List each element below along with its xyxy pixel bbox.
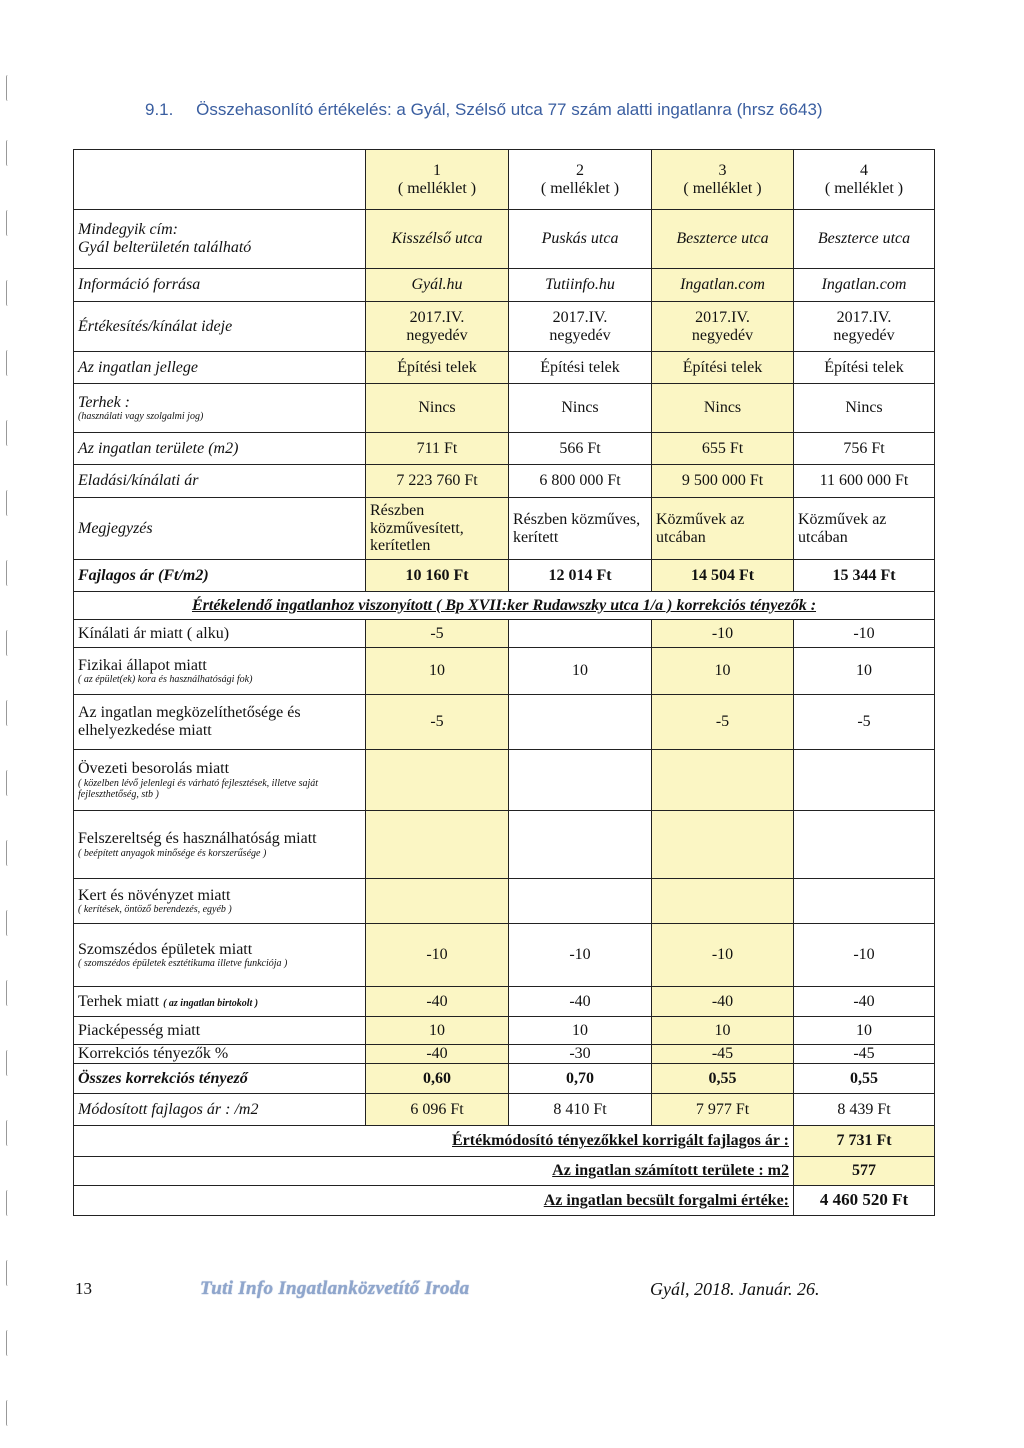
modified-4: 8 439 Ft xyxy=(794,1094,935,1126)
date-1: 2017.IV. negyedév xyxy=(366,302,509,352)
label-price: Eladási/kínálati ár xyxy=(74,465,366,498)
corr-4-1 xyxy=(366,811,509,879)
corr-2-1: -5 xyxy=(366,695,509,750)
title-text: Összehasonlító értékelés: a Gyál, Szélső utca 77 szám alatti ingatlanra (hrsz 6643) xyxy=(196,100,823,119)
total-3: 0,55 xyxy=(652,1064,794,1094)
corr-5-4 xyxy=(794,879,935,924)
type-2: Építési telek xyxy=(509,352,652,384)
price-3: 9 500 000 Ft xyxy=(652,465,794,498)
header-row xyxy=(74,150,935,210)
corr-1-2: 10 xyxy=(509,648,652,695)
corr-7-1: -40 xyxy=(366,987,509,1017)
notes-1: Részben közművesített, kerítetlen xyxy=(366,498,509,560)
corr-label-7: Terhek miatt ( az ingatlan birtokolt ) xyxy=(74,987,366,1017)
row-total xyxy=(74,1064,935,1094)
corr-8-2: 10 xyxy=(509,1017,652,1045)
pct-1: -40 xyxy=(366,1045,509,1064)
type-1: Építési telek xyxy=(366,352,509,384)
corr-2-4: -5 xyxy=(794,695,935,750)
section-heading: Értékelendő ingatlanhoz viszonyított ( Bp XVII:ker Rudawszky utca 1/a ) korrekciós tényezők : xyxy=(74,592,935,620)
date-4: 2017.IV. negyedév xyxy=(794,302,935,352)
corr-4-4 xyxy=(794,811,935,879)
area-2: 566 Ft xyxy=(509,433,652,465)
company-logo-text: Tuti Info Ingatlanközvetítő Iroda xyxy=(200,1278,470,1299)
summary-label-1: Az ingatlan számított területe : m2 xyxy=(74,1157,794,1186)
row-price xyxy=(74,465,935,498)
burden-1: Nincs xyxy=(366,384,509,433)
corr-3-4 xyxy=(794,750,935,811)
row-notes xyxy=(74,498,935,560)
area-1: 711 Ft xyxy=(366,433,509,465)
corr-4-2 xyxy=(509,811,652,879)
corr-3-2 xyxy=(509,750,652,811)
corr-label-5: Kert és növényzet miatt ( kerítések, öntöző berendezés, egyéb ) xyxy=(74,879,366,924)
title-number: 9.1. xyxy=(145,100,174,119)
corr-0-1: -5 xyxy=(366,620,509,648)
corr-row-6 xyxy=(74,924,935,987)
label-burden: Terhek : (használati vagy szolgalmi jog) xyxy=(74,384,366,433)
corr-label-8: Piacképesség miatt xyxy=(74,1017,366,1045)
row-modified xyxy=(74,1094,935,1126)
corr-6-1: -10 xyxy=(366,924,509,987)
source-3: Ingatlan.com xyxy=(652,269,794,302)
label-unit-price: Fajlagos ár (Ft/m2) xyxy=(74,560,366,592)
total-2: 0,70 xyxy=(509,1064,652,1094)
row-street xyxy=(74,210,935,269)
corr-0-2 xyxy=(509,620,652,648)
corr-6-3: -10 xyxy=(652,924,794,987)
date-3: 2017.IV. negyedév xyxy=(652,302,794,352)
corr-1-1: 10 xyxy=(366,648,509,695)
comparison-table xyxy=(73,149,935,1216)
price-1: 7 223 760 Ft xyxy=(366,465,509,498)
corr-8-3: 10 xyxy=(652,1017,794,1045)
label-notes: Megjegyzés xyxy=(74,498,366,560)
corr-7-2: -40 xyxy=(509,987,652,1017)
corr-row-0 xyxy=(74,620,935,648)
notes-3: Közművek az utcában xyxy=(652,498,794,560)
corr-label-2: Az ingatlan megközelíthetősége és elhelyezkedése miatt xyxy=(74,695,366,750)
corr-row-3 xyxy=(74,750,935,811)
source-2: Tutiinfo.hu xyxy=(509,269,652,302)
page-title xyxy=(145,100,823,120)
corr-row-5 xyxy=(74,879,935,924)
street-2: Puskás utca xyxy=(509,210,652,269)
unit-price-1: 10 160 Ft xyxy=(366,560,509,592)
pct-3: -45 xyxy=(652,1045,794,1064)
summary-value-2: 4 460 520 Ft xyxy=(794,1186,935,1216)
corr-1-4: 10 xyxy=(794,648,935,695)
summary-value-0: 7 731 Ft xyxy=(794,1126,935,1157)
corr-8-1: 10 xyxy=(366,1017,509,1045)
street-1: Kisszélső utca xyxy=(366,210,509,269)
row-burden xyxy=(74,384,935,433)
modified-2: 8 410 Ft xyxy=(509,1094,652,1126)
street-3: Beszterce utca xyxy=(652,210,794,269)
corr-row-4 xyxy=(74,811,935,879)
row-area xyxy=(74,433,935,465)
corr-5-3 xyxy=(652,879,794,924)
corr-3-1 xyxy=(366,750,509,811)
burden-4: Nincs xyxy=(794,384,935,433)
binder-holes xyxy=(0,0,22,1448)
row-date xyxy=(74,302,935,352)
summary-label-2: Az ingatlan becsült forgalmi értéke: xyxy=(74,1186,794,1216)
corr-row-8 xyxy=(74,1017,935,1045)
page-number: 13 xyxy=(75,1279,92,1298)
total-1: 0,60 xyxy=(366,1064,509,1094)
corr-6-2: -10 xyxy=(509,924,652,987)
source-1: Gyál.hu xyxy=(366,269,509,302)
corr-row-2 xyxy=(74,695,935,750)
area-4: 756 Ft xyxy=(794,433,935,465)
label-source: Információ forrása xyxy=(74,269,366,302)
type-4: Építési telek xyxy=(794,352,935,384)
type-3: Építési telek xyxy=(652,352,794,384)
burden-2: Nincs xyxy=(509,384,652,433)
corr-4-3 xyxy=(652,811,794,879)
corr-2-2 xyxy=(509,695,652,750)
modified-label: Módosított fajlagos ár : /m2 xyxy=(74,1094,366,1126)
corr-label-3: Övezeti besorolás miatt ( közelben lévő jelenlegi és várható fejlesztések, illetve saját fejleszthetőség, stb ) xyxy=(74,750,366,811)
corr-row-7 xyxy=(74,987,935,1017)
row-pct xyxy=(74,1045,935,1064)
corr-0-3: -10 xyxy=(652,620,794,648)
summary-value-1: 577 xyxy=(794,1157,935,1186)
price-4: 11 600 000 Ft xyxy=(794,465,935,498)
corr-6-4: -10 xyxy=(794,924,935,987)
modified-1: 6 096 Ft xyxy=(366,1094,509,1126)
label-type: Az ingatlan jellege xyxy=(74,352,366,384)
corr-0-4: -10 xyxy=(794,620,935,648)
row-type xyxy=(74,352,935,384)
col-header-1: 1 ( melléklet ) xyxy=(366,150,509,210)
unit-price-3: 14 504 Ft xyxy=(652,560,794,592)
label-area: Az ingatlan területe (m2) xyxy=(74,433,366,465)
burden-3: Nincs xyxy=(652,384,794,433)
corr-2-3: -5 xyxy=(652,695,794,750)
price-2: 6 800 000 Ft xyxy=(509,465,652,498)
label-street: Mindegyik cím: Gyál belterületén található xyxy=(74,210,366,269)
street-4: Beszterce utca xyxy=(794,210,935,269)
pct-4: -45 xyxy=(794,1045,935,1064)
corr-5-2 xyxy=(509,879,652,924)
summary-row-0 xyxy=(74,1126,935,1157)
source-4: Ingatlan.com xyxy=(794,269,935,302)
row-unit-price xyxy=(74,560,935,592)
corr-5-1 xyxy=(366,879,509,924)
corr-3-3 xyxy=(652,750,794,811)
corr-8-4: 10 xyxy=(794,1017,935,1045)
col-header-4: 4 ( melléklet ) xyxy=(794,150,935,210)
pct-2: -30 xyxy=(509,1045,652,1064)
col-header-2: 2 ( melléklet ) xyxy=(509,150,652,210)
corr-label-0: Kínálati ár miatt ( alku) xyxy=(74,620,366,648)
header-empty xyxy=(74,150,366,210)
date-2: 2017.IV. negyedév xyxy=(509,302,652,352)
corr-label-6: Szomszédos épületek miatt ( szomszédos épületek esztétikuma illetve funkciója ) xyxy=(74,924,366,987)
col-header-3: 3 ( melléklet ) xyxy=(652,150,794,210)
notes-4: Közművek az utcában xyxy=(794,498,935,560)
corr-7-4: -40 xyxy=(794,987,935,1017)
modified-3: 7 977 Ft xyxy=(652,1094,794,1126)
document-date: Gyál, 2018. Január. 26. xyxy=(650,1279,820,1299)
corr-label-1: Fizikai állapot miatt ( az épület(ek) kora és használhatósági fok) xyxy=(74,648,366,695)
summary-row-1 xyxy=(74,1157,935,1186)
row-section-heading xyxy=(74,592,935,620)
notes-2: Részben közműves, kerített xyxy=(509,498,652,560)
pct-label: Korrekciós tényezők % xyxy=(74,1045,366,1064)
corr-label-4: Felszereltség és használhatóság miatt ( beépített anyagok minősége és korszerűsége ) xyxy=(74,811,366,879)
area-3: 655 Ft xyxy=(652,433,794,465)
unit-price-2: 12 014 Ft xyxy=(509,560,652,592)
total-label: Összes korrekciós tényező xyxy=(74,1064,366,1094)
row-source xyxy=(74,269,935,302)
corr-row-1 xyxy=(74,648,935,695)
label-date: Értékesítés/kínálat ideje xyxy=(74,302,366,352)
corr-1-3: 10 xyxy=(652,648,794,695)
total-4: 0,55 xyxy=(794,1064,935,1094)
corr-7-3: -40 xyxy=(652,987,794,1017)
summary-label-0: Értékmódosító tényezőkkel korrigált fajlagos ár : xyxy=(74,1126,794,1157)
summary-row-2 xyxy=(74,1186,935,1216)
unit-price-4: 15 344 Ft xyxy=(794,560,935,592)
